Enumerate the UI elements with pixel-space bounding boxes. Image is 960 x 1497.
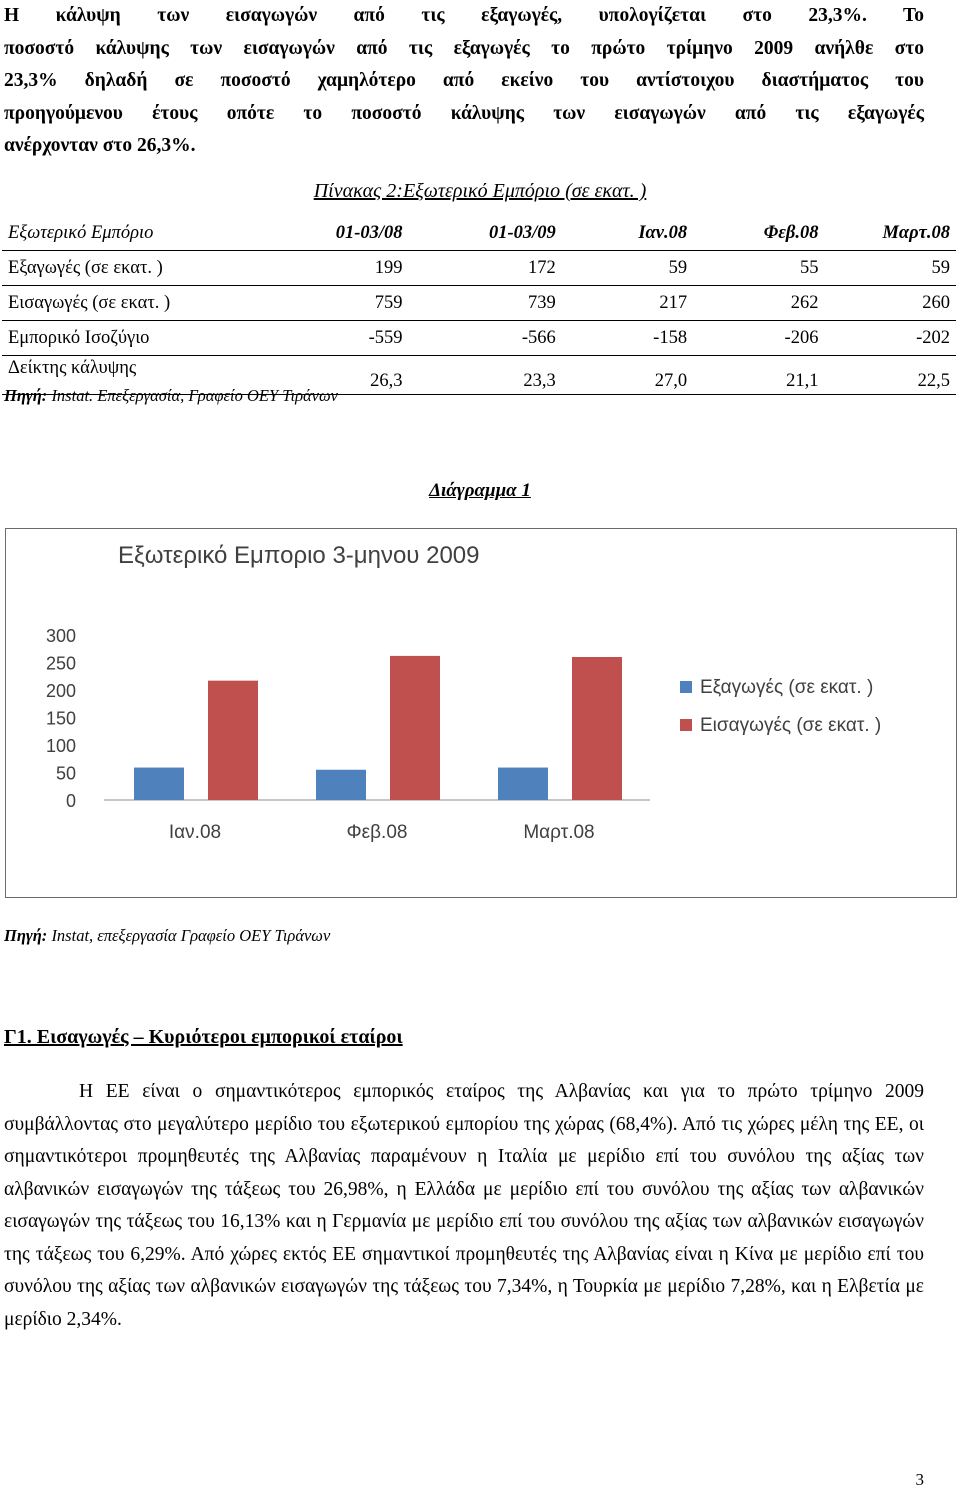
y-tick-label: 200 (45, 681, 76, 701)
table-cell: 55 (693, 251, 824, 286)
import-bar (572, 657, 622, 800)
table-row (2, 251, 956, 286)
x-axis-labels (169, 822, 595, 843)
intro-line-2: ποσοστό κάλυψης των εισαγωγών από τις εξαγωγές το πρώτο τρίμηνο 2009 ανήλθε στο (4, 37, 924, 59)
y-tick-label: 50 (55, 763, 76, 784)
table-cell: -158 (562, 321, 693, 356)
export-bar (498, 768, 548, 800)
table-cell: 26,3 (313, 356, 409, 395)
y-axis (46, 626, 76, 811)
intro-paragraph (4, 0, 924, 163)
table-cell: 23,3 (409, 356, 562, 395)
header-cell: 01-03/08 (313, 216, 409, 251)
table-header-row (2, 216, 956, 251)
y-tick-label: 0 (65, 791, 76, 811)
table-cell: 59 (824, 251, 956, 286)
table-caption: Πίνακας 2:Εξωτερικό Εμπόριο (σε εκατ. ) (313, 180, 647, 202)
bars-group (134, 656, 622, 800)
chart-frame (5, 528, 957, 898)
header-cell: 01-03/09 (409, 216, 562, 251)
header-cell: Φεβ.08 (693, 216, 824, 251)
export-bar (316, 770, 366, 800)
import-bar (390, 656, 440, 800)
table-source-text: Instat. Επεξεργασία, Γραφείο ΟΕΥ Τιράνων (51, 386, 338, 405)
chart-title: Εξωτερικό Εμποριο 3-μηνου 2009 (118, 542, 480, 569)
table-cell: 59 (562, 251, 693, 286)
row-label: Εισαγωγές (σε εκατ. ) (2, 286, 313, 321)
table-cell: 172 (409, 251, 562, 286)
table-cell: 759 (313, 286, 409, 321)
y-tick-label: 100 (45, 736, 76, 756)
table-cell: -202 (824, 321, 956, 356)
legend-label: Εισαγωγές (σε εκατ. ) (700, 715, 882, 736)
table-source (4, 386, 338, 406)
table-cell: 262 (693, 286, 824, 321)
table-row (2, 321, 956, 356)
intro-line-3: 23,3% δηλαδή σε ποσοστό χαμηλότερο από εκείνο του αντίστοιχου διαστήματος του (4, 70, 924, 91)
x-tick-label: Ιαν.08 (168, 822, 222, 843)
chart-source-label: Πηγή: (4, 926, 48, 945)
table-source-label: Πηγή: (4, 386, 48, 405)
bar-chart (6, 529, 956, 897)
table-cell: -559 (313, 321, 409, 356)
legend-swatch (680, 719, 692, 731)
table-cell: 217 (562, 286, 693, 321)
row-label: Δείκτης κάλυψης (2, 356, 313, 395)
chart-legend (680, 677, 881, 736)
trade-table (2, 216, 956, 395)
section-paragraph: Η ΕΕ είναι ο σημαντικότερος εμπορικός εταίρος της Αλβανίας και για το πρώτο τρίμηνο 2009 συμβάλλοντας στο μεγαλύτερο μερίδιο του εξωτερικού εμπορίου της χώρας (68,4%). Από τις χώρες μέλη της ΕΕ, οι σημαντικότεροι προμηθευτές της Αλβανίας παραμένουν η Ιταλία με μερίδιο επί του συνόλου της αξίας των αλβανικών εισαγωγών της τάξεως του 26,98%, η Ελλάδα με μερίδιο επί του συνόλου της αξίας των αλβανικών εισαγωγών της τάξεως του 16,13% και η Γερμανία με μερίδιο επί του συνόλου της αξίας των αλβανικών εισαγωγών της τάξεως του 6,29%. Από χώρες εκτός ΕΕ σημαντικοί προμηθευτές της Αλβανίας είναι η Κίνα με μερίδιο επί του συνόλου της αξίας των αλβανικών εισαγωγών της τάξεως του 7,34%, η Τουρκία με μερίδιο 7,28%, και η Ελβετία με μερίδιο 2,34%. (4, 1081, 924, 1330)
table-cell: 739 (409, 286, 562, 321)
y-tick-label: 150 (45, 708, 76, 729)
header-cell: Ιαν.08 (562, 216, 693, 251)
diagram-title: Διάγραμμα 1 (429, 480, 531, 501)
y-tick-label: 250 (45, 653, 76, 674)
header-cell: Μαρτ.08 (824, 216, 956, 251)
table-cell: 21,1 (693, 356, 824, 395)
intro-line-5: ανέρχονταν στο 26,3%. (4, 135, 196, 156)
legend-label: Εξαγωγές (σε εκατ. ) (700, 677, 874, 698)
intro-line-1: Η κάλυψη των εισαγωγών από τις εξαγωγές, υπολογίζεται στο 23,3%. Το (4, 5, 924, 26)
x-tick-label: Μαρτ.08 (523, 822, 595, 843)
table-cell: -206 (693, 321, 824, 356)
x-tick-label: Φεβ.08 (346, 822, 408, 843)
table-cell: 27,0 (562, 356, 693, 395)
y-tick-label: 300 (45, 626, 76, 646)
row-label: Εξαγωγές (σε εκατ. ) (2, 251, 313, 286)
page-number: 3 (915, 1470, 924, 1489)
table-row (2, 286, 956, 321)
table-cell: 260 (824, 286, 956, 321)
export-bar (134, 768, 184, 800)
header-cell: Εξωτερικό Εμπόριο (2, 216, 313, 251)
intro-line-4: προηγούμενου έτους οπότε το ποσοστό κάλυψης των εισαγωγών από τις εξαγωγές (4, 102, 924, 124)
chart-source (4, 926, 330, 946)
table-cell: -566 (409, 321, 562, 356)
row-label: Εμπορικό Ισοζύγιο (2, 321, 313, 356)
legend-swatch (680, 681, 692, 693)
import-bar (208, 681, 258, 800)
section-heading: Γ1. Εισαγωγές – Κυριότεροι εμπορικοί εταίροι (4, 1026, 403, 1048)
table-cell: 199 (313, 251, 409, 286)
chart-source-text: Instat, επεξεργασία Γραφείο ΟΕΥ Τιράνων (51, 926, 331, 945)
table-cell: 22,5 (824, 356, 956, 395)
